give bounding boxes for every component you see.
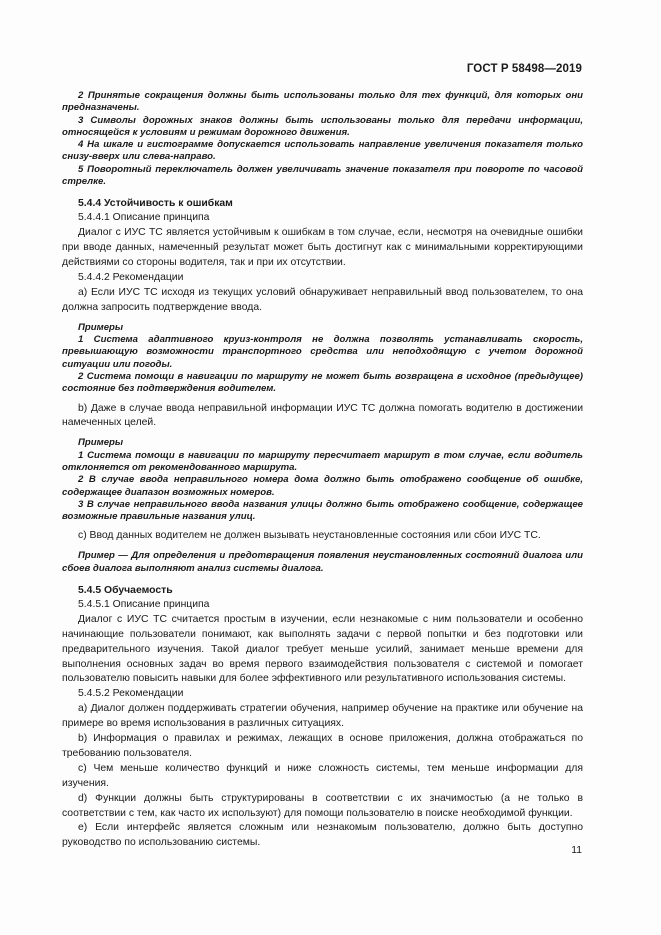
subsection-5-4-5-2: 5.4.5.2 Рекомендации: [78, 688, 184, 700]
recommendation-c: с) Ввод данных водителем не должен вызывать неустановленные состояния или сбои ИУС ТС.: [78, 530, 541, 542]
document-id: ГОСТ Р 58498—2019: [466, 63, 582, 75]
examples-title-2: Примеры: [78, 437, 124, 449]
subsection-5-4-4-1: 5.4.4.1 Описание принципа: [78, 212, 210, 224]
subsection-5-4-4-2: 5.4.4.2 Рекомендации: [78, 272, 184, 283]
note-2: 2 Принятые сокращения должны быть использованы только для тех функций, для которых они предназначены.: [62, 90, 583, 114]
note-3: 3 Символы дорожных знаков должны быть использованы только для передачи информации, относящейся к условиям и режимам дорожного движения.: [62, 114, 583, 138]
subsection-5-4-5-1: 5.4.5.1 Описание принципа: [78, 598, 210, 610]
learn-recommendation-c: с) Чем меньше количество функций и ниже сложность системы, тем меньше информации для изучения.: [62, 762, 583, 789]
example-c: Пример — Для определения и предотвращения появления неустановленных состояний диалога или сбоев диалога выполняют анализ системы диалога.: [62, 550, 583, 574]
example-1-2: 2 Система помощи в навигации по маршруту не может быть возвращена в исходное (предыдущее) состояние без подтверждения водителем.: [62, 370, 583, 395]
learn-recommendation-b: b) Информация о правилах и режимах, лежащих в основе приложения, должна отображаться по требованию пользователя.: [62, 733, 583, 759]
example-2-2: 2 В случае ввода неправильного номера дома должно быть отображено сообщение об ошибке, содержащее диапазон возможных номеров.: [62, 474, 583, 498]
recommendation-a: а) Если ИУС ТС исходя из текущих условий обнаруживает неправильный ввод пользователем, то она должна запросить подтверждение ввода.: [62, 286, 583, 313]
example-2-1: 1 Система помощи в навигации по маршруту пересчитает маршрут в том случае, если водитель отклоняется от рекомендованного маршрута.: [62, 449, 583, 473]
page-content: [62, 90, 583, 851]
paragraph-5-4-5-1: Диалог с ИУС ТС считается простым в изучении, если незнакомые с ним пользователи и особенно начинающие пользователи понимают, как выполнять задачи с первой попытки и без подготовки или предварительного изучения. Такой диалог требует меньше усилий, занимает меньше времени для выполнения основных задач во время первого взаимодействия пользователя с системой и помогает пользователю повысить навыки для более эффективного или результативного использования системы.: [62, 613, 583, 685]
learn-recommendation-a: а) Диалог должен поддерживать стратегии обучения, например обучение на практике или обучение на примере во время использования в различных ситуациях.: [62, 703, 583, 730]
page-number: 11: [571, 845, 582, 856]
learn-recommendation-d: d) Функции должны быть структурированы в соответствии с их значимостью (а не только в соответствии с тем, как часто их используют) для помощи пользователю в поиске необходимой функции.: [62, 792, 583, 819]
learn-recommendation-e: е) Если интерфейс является сложным или незнакомым пользователю, должно быть доступно руководство по использованию системы.: [62, 822, 583, 849]
note-4: 4 На шкале и гистограмме допускается использовать направление увеличения показателя только снизу-вверх или слева-направо.: [62, 139, 583, 163]
section-5-4-4-heading: 5.4.4 Устойчивость к ошибкам: [78, 198, 233, 210]
section-5-4-5-heading: 5.4.5 Обучаемость: [78, 584, 173, 596]
examples-title-1: Примеры: [78, 321, 124, 333]
paragraph-5-4-4-1: Диалог с ИУС ТС является устойчивым к ошибкам в том случае, если, несмотря на очевидные ошибки при вводе данных, намеченный результат может быть достигнут как с минимальными корректирующими действиями со стороны водителя, так и при их отсутствии.: [62, 227, 583, 269]
note-5: 5 Поворотный переключатель должен увеличивать значение показателя при повороте по часовой стрелке.: [62, 163, 583, 188]
example-2-3: 3 В случае неправильного ввода названия улицы должно быть отображено сообщение, содержащее возможные правильные названия улиц.: [62, 498, 583, 523]
recommendation-b: b) Даже в случае ввода неправильной информации ИУС ТС должна помогать водителю в достижении намеченных целей.: [62, 402, 583, 429]
example-1-1: 1 Система адаптивного круиз-контроля не должна позволять устанавливать скорость, превышающую возможности транспортного средства или неподходящую с учетом дорожной ситуации или погоды.: [62, 334, 583, 370]
